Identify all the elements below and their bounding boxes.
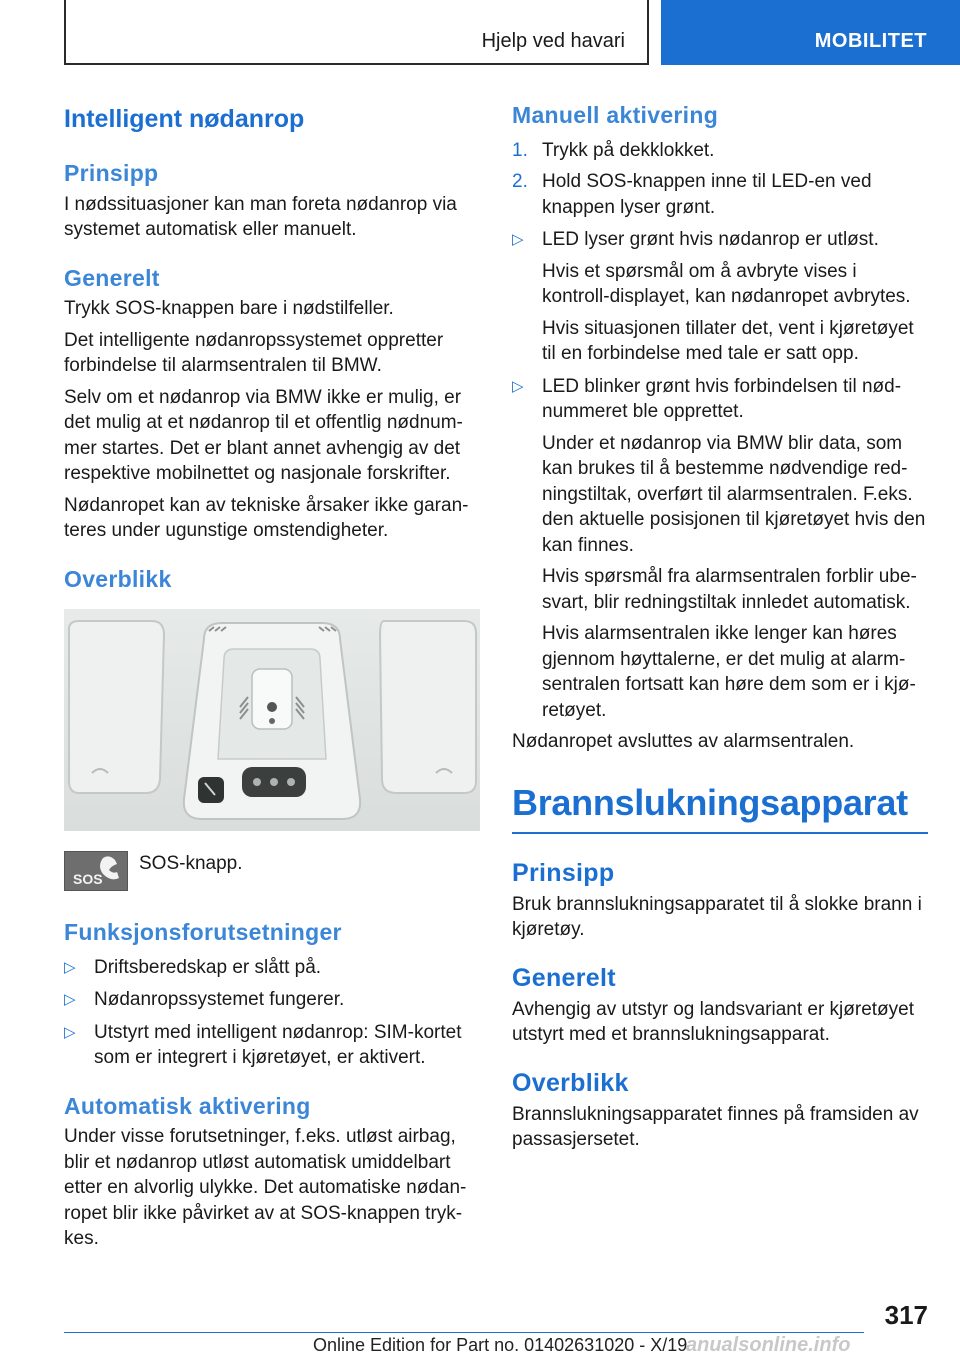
note-text: Hvis spørsmål fra alarmsentralen forblir ube-svart, blir redningstiltak innledet automatisk. [542, 566, 917, 613]
section-heading-emergency-call: Intelligent nødanrop [64, 105, 305, 133]
manual-steps-list [512, 138, 928, 221]
list-item-text: Driftsberedskap er slått på. [94, 956, 322, 978]
sos-caption-row [64, 851, 480, 891]
list-item-text: LED blinker grønt hvis forbindelsen til nød-nummeret ble opprettet. [542, 375, 902, 423]
heading-manual-activation: Manuell aktivering [512, 102, 719, 128]
heading-principle: Prinsipp [512, 858, 615, 887]
led-status-list [512, 374, 928, 425]
list-item [64, 987, 480, 1013]
sos-caption: SOS-knapp. [139, 853, 243, 875]
heading-general: Generelt [64, 264, 160, 291]
triangle-bullet-icon: ▷ [512, 377, 524, 395]
step-number: 2. [512, 171, 528, 193]
triangle-bullet-icon: ▷ [64, 991, 76, 1009]
edition-note: Online Edition for Part no. 01402631020 - X/19 [313, 1335, 688, 1355]
step-number: 1. [512, 139, 528, 161]
list-item-text: Utstyrt med intelligent nødanrop: SIM-kortet som er integrert i kjøretøyet, er aktivert. [94, 1021, 462, 1069]
step-item [512, 169, 928, 220]
sos-button-icon [64, 851, 128, 891]
principle-text: Bruk brannslukningsapparatet til å slokke brann i kjøretøy. [512, 893, 922, 941]
heading-overview: Overblikk [512, 1068, 629, 1097]
automatic-activation-text: Under visse forutsetninger, f.eks. utløst airbag, blir et nødanrop utløst automatisk umiddelbart etter en alvorlig ulykke. Det automatiske nødan-ropet blir ikke påvirket av at SOS-knappen tryk-kes. [64, 1126, 467, 1250]
heading-principle: Prinsipp [64, 160, 159, 186]
general-paragraph: Nødanropet kan av tekniske årsaker ikke garan-teres under ugunstige omstendigheter. [64, 494, 469, 542]
general-text: Avhengig av utstyr og landsvariant er kjøretøyet utstyrt med et brannslukningsapparat. [512, 998, 915, 1046]
note-text: Hvis situasjonen tillater det, vent i kjøretøyet til en forbindelse med tale er satt opp. [542, 317, 914, 365]
step-item [512, 138, 928, 164]
list-item [512, 374, 928, 425]
right-column [512, 100, 928, 1153]
heading-automatic-activation: Automatisk aktivering [64, 1092, 311, 1119]
overview-text: Brannslukningsapparatet finnes på framsiden av passasjersetet. [512, 1103, 919, 1151]
roof-console-illustration [64, 609, 480, 831]
heading-prerequisites: Funksjonsforutsetninger [64, 919, 342, 946]
step-text: Trykk på dekklokket. [542, 139, 715, 161]
prerequisites-list [64, 955, 480, 1071]
end-call-text: Nødanropet avsluttes av alarmsentralen. [512, 731, 855, 753]
watermark: anualsonline.info [686, 1334, 851, 1356]
page-number: 317 [884, 1300, 928, 1330]
principle-text: I nødssituasjoner kan man foreta nødanrop via systemet automatisk eller manuelt. [64, 193, 457, 241]
list-item [512, 227, 928, 253]
led-status-list [512, 227, 928, 253]
triangle-bullet-icon: ▷ [64, 1023, 76, 1041]
sos-icon-text: SOS [73, 871, 103, 888]
note-text: Hvis alarmsentralen ikke lenger kan høres gjennom høyttalerne, er det mulig at alarm-sentralen fortsatt kan høre dem som er i kjø-retøyet. [542, 623, 916, 721]
step-text: Hold SOS-knappen inne til LED-en ved knappen lyser grønt. [542, 171, 872, 218]
section-heading-fire-extinguisher: Brannslukningsapparat [512, 781, 928, 834]
list-item-text: Nødanropssystemet fungerer. [94, 989, 345, 1011]
general-paragraph: Det intelligente nødanropssystemet oppretter forbindelse til alarmsentralen til BMW. [64, 329, 444, 377]
list-item [64, 955, 480, 981]
section-title: Hjelp ved havari [481, 30, 625, 52]
list-item [64, 1020, 480, 1071]
heading-general: Generelt [512, 963, 616, 992]
list-item-text: LED lyser grønt hvis nødanrop er utløst. [542, 229, 879, 251]
footer-divider [64, 1332, 864, 1333]
header-chapter-box [661, 0, 960, 65]
header-section-box [64, 0, 649, 65]
left-column [64, 100, 480, 1252]
triangle-bullet-icon: ▷ [64, 958, 76, 976]
general-paragraph: Selv om et nødanrop via BMW ikke er mulig, er det mulig at et nødanrop til et offentlig nødnum-mer startes. Det er blant annet avhengig av det respektive mobilnettet og nasjonale forskrifter. [64, 386, 463, 485]
heading-overview: Overblikk [64, 565, 172, 592]
triangle-bullet-icon: ▷ [512, 231, 524, 249]
chapter-title: MOBILITET [814, 30, 927, 52]
general-paragraph: Trykk SOS-knappen bare i nødstilfeller. [64, 298, 394, 320]
note-text: Hvis et spørsmål om å avbryte vises i kontroll-displayet, kan nødanropet avbrytes. [542, 260, 911, 308]
note-text: Under et nødanrop via BMW blir data, som kan brukes til å bestemme nødvendige red-ningstiltak, overført til alarmsentralen. F.eks. den aktuelle posisjonen til kjøretøyet hvis den kan finnes. [542, 432, 926, 556]
